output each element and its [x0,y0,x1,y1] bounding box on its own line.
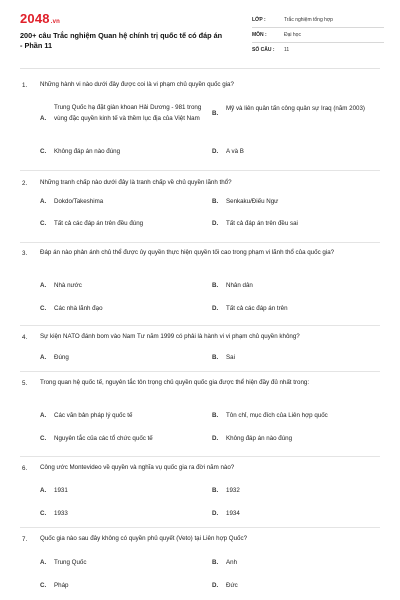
option-text: Nguyên tắc của các tổ chức quốc tế [54,435,153,442]
option-c[interactable] [40,581,200,592]
meta-key: MÔN : [252,32,267,38]
option-text: Nhà nước [54,282,82,289]
option-text: Dokdo/Takeshima [54,198,104,205]
option-b[interactable] [212,411,377,422]
option-text: 1934 [226,510,240,517]
option-text: Tôn chỉ, mục đích của Liên hợp quốc [226,412,328,419]
meta-value: Trắc nghiệm tổng hợp [284,17,333,23]
option-d[interactable] [212,581,372,592]
question-divider [20,456,380,457]
option-letter: D. [212,220,219,227]
option-b[interactable] [212,197,372,208]
option-text: Không đáp án nào đúng [226,435,293,442]
header-divider [20,68,380,69]
option-b[interactable] [212,353,372,364]
question-text: Sự kiện NATO đánh bom vào Nam Tư năm 1999 có phải là hành vi vi phạm chủ quyền không? [40,333,300,340]
option-text: Mỹ và liên quân tấn công quân sự Iraq (năm 2003) [226,105,365,112]
option-text: Tất cả đáp án trên đều sai [226,220,298,227]
option-a[interactable] [40,411,205,422]
question-number: 7. [22,536,28,543]
option-b[interactable] [212,281,372,292]
meta-row-count [252,43,384,57]
option-b[interactable] [212,486,372,497]
option-d[interactable] [212,509,372,520]
question-number: 1. [22,82,28,89]
option-letter: C. [40,435,47,442]
logo-suffix: .vn [50,19,61,25]
option-letter: B. [212,110,219,117]
option-letter: D. [212,148,219,155]
option-text: Trung Quốc hạ đặt giàn khoan Hải Dương - 981 trong vùng đặc quyền kinh tế và thềm lục địa của Việt Nam [54,104,202,122]
option-letter: B. [212,282,219,289]
option-d[interactable] [212,434,377,445]
option-c[interactable] [40,509,200,520]
option-d[interactable] [212,304,372,315]
meta-key: SỐ CÂU : [252,47,275,53]
option-letter: D. [212,305,219,312]
option-text: Pháp [54,582,69,589]
site-logo[interactable] [20,11,60,26]
option-letter: B. [212,559,219,566]
option-b[interactable] [212,103,377,135]
option-text: Nhân dân [226,282,253,289]
option-letter: C. [40,220,47,227]
option-letter: C. [40,148,47,155]
option-text: Các văn bản pháp lý quốc tế [54,412,133,419]
option-c[interactable] [40,147,200,158]
option-b[interactable] [212,558,372,569]
question-text: Đáp án nào phản ánh chủ thể được ủy quyền thực hiện quyền tối cao trong phạm vi lãnh thổ của quốc gia? [40,249,335,256]
option-a[interactable] [40,486,200,497]
option-d[interactable] [212,147,372,158]
logo-main: 2048 [20,11,50,26]
option-text: A và B [226,148,244,155]
question-number: 3. [22,250,28,257]
question-number: 4. [22,334,28,341]
meta-key: LỚP : [252,17,266,23]
option-letter: A. [40,282,47,289]
option-c[interactable] [40,219,205,230]
question-text: Trong quan hệ quốc tế, nguyên tắc tôn trọng chủ quyền quốc gia được thể hiện đầy đủ nhất trong: [40,379,310,386]
option-a[interactable] [40,197,200,208]
meta-row-subject [252,28,384,43]
question-divider [20,242,380,243]
option-a[interactable] [40,103,210,135]
option-a[interactable] [40,281,200,292]
question-divider [20,527,380,528]
option-a[interactable] [40,353,200,364]
option-letter: A. [40,198,47,205]
option-text: Sai [226,354,235,361]
question-number: 2. [22,180,28,187]
option-text: Trung Quốc [54,559,87,566]
meta-row-class [252,13,384,28]
option-text: Đức [226,582,238,589]
option-text: Không đáp án nào đúng [54,148,121,155]
option-letter: A. [40,487,47,494]
question-text: Những tranh chấp nào dưới đây là tranh chấp về chủ quyền lãnh thổ? [40,179,232,186]
option-letter: B. [212,487,219,494]
option-text: Anh [226,559,238,566]
option-text: 1931 [54,487,68,494]
meta-value: Đại học [284,32,301,38]
option-letter: D. [212,510,219,517]
question-text: Những hành vi nào dưới đây được coi là vi phạm chủ quyền quốc gia? [40,81,234,88]
meta-value: 11 [284,47,290,53]
option-text: Đúng [54,354,69,361]
option-text: Tất cả các đáp án trên [226,305,288,312]
option-text: Senkaku/Điếu Ngư [226,198,279,205]
option-letter: A. [40,412,47,419]
question-number: 5. [22,380,28,387]
option-letter: B. [212,198,219,205]
question-divider [20,170,380,171]
document-title: 200+ câu Trắc nghiệm Quan hệ chính trị quốc tế có đáp án - Phần 11 [20,31,223,50]
document-header [0,0,400,68]
option-text: 1933 [54,510,68,517]
option-letter: D. [212,582,219,589]
option-letter: B. [212,354,219,361]
option-c[interactable] [40,434,205,445]
question-divider [20,371,380,372]
option-a[interactable] [40,558,200,569]
option-text: Tất cả các đáp án trên đều đúng [54,220,144,227]
option-letter: C. [40,510,47,517]
option-text: Các nhà lãnh đạo [54,305,103,312]
question-divider [20,325,380,326]
option-letter: A. [40,354,47,361]
document-meta [252,13,384,57]
option-letter: D. [212,435,219,442]
option-d[interactable] [212,219,372,230]
option-letter: A. [40,115,47,122]
question-text: Công ước Montevideo về quyền và nghĩa vụ quốc gia ra đời năm nào? [40,464,235,471]
option-text: 1932 [226,487,240,494]
option-letter: A. [40,559,47,566]
question-number: 6. [22,465,28,472]
question-text: Quốc gia nào sau đây không có quyền phủ quyết (Veto) tại Liên hợp Quốc? [40,535,248,542]
option-c[interactable] [40,304,200,315]
option-letter: C. [40,582,47,589]
option-letter: C. [40,305,47,312]
option-letter: B. [212,412,219,419]
